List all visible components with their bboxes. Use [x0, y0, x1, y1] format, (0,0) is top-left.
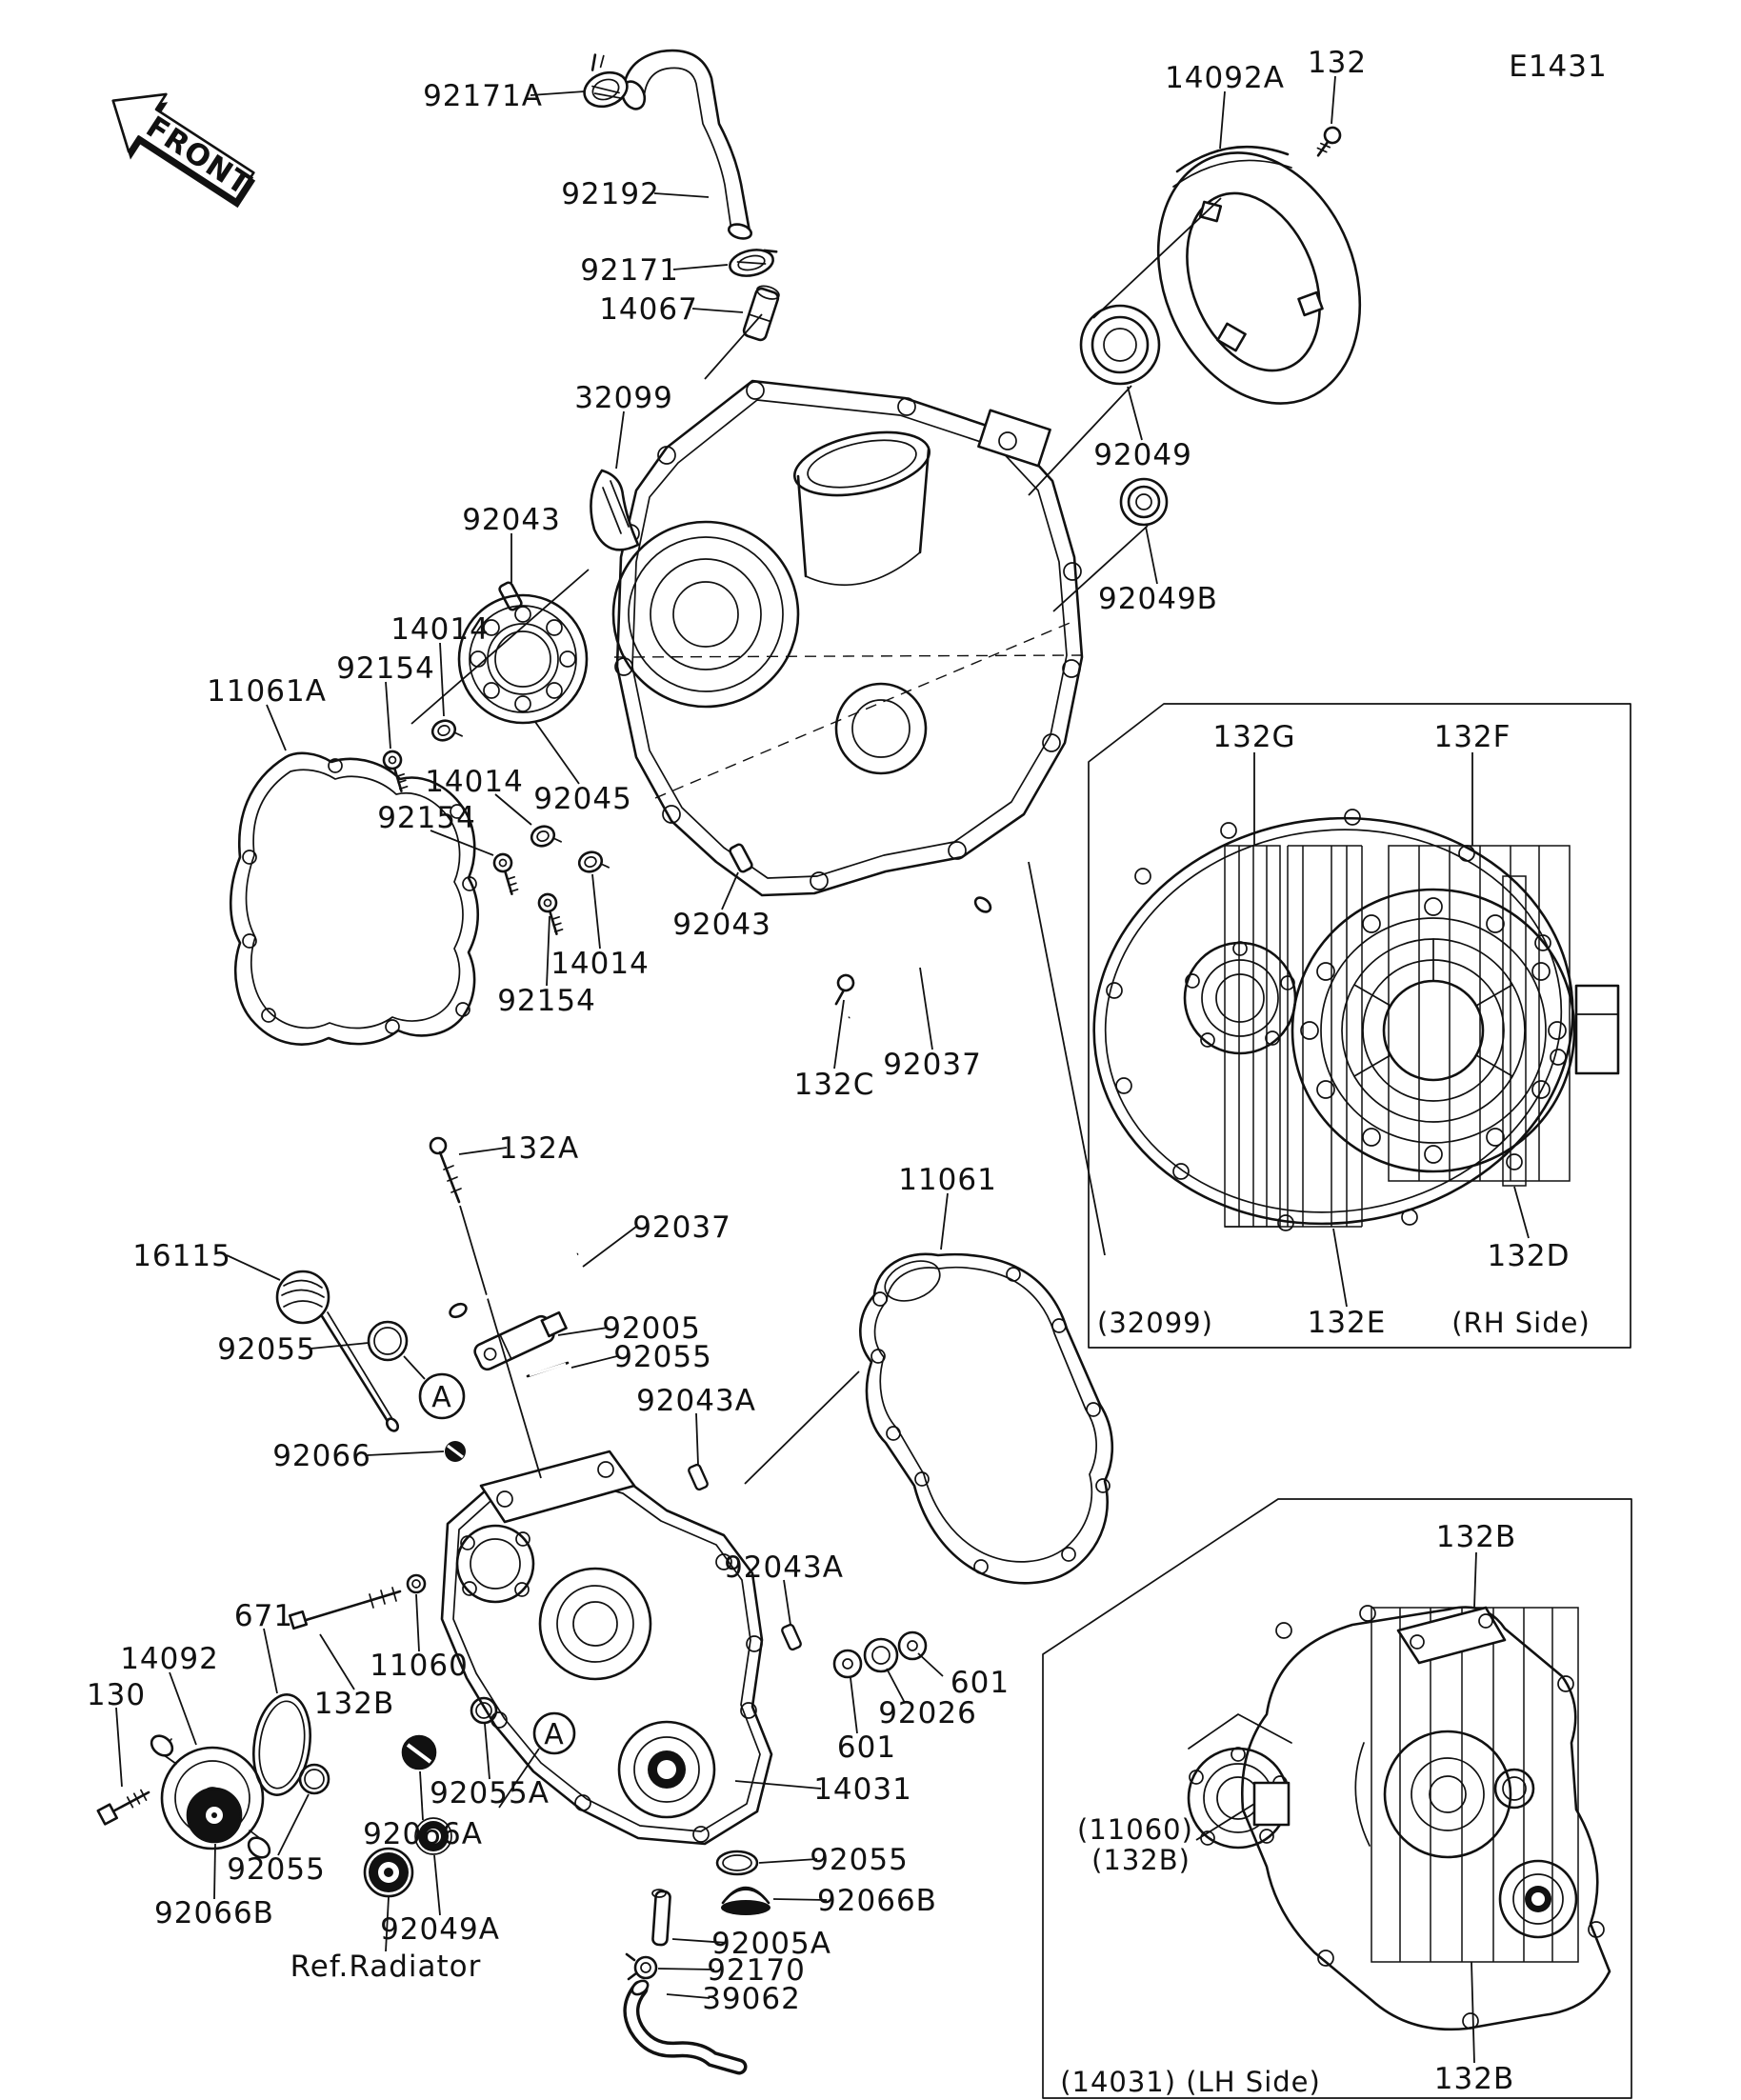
part-label-601-b: 601 — [836, 1730, 897, 1765]
svg-text:A: A — [431, 1381, 452, 1414]
rh-label-132D: 132D — [1487, 1239, 1571, 1273]
part-label-14014-a: 14014 — [390, 612, 490, 647]
front-label: FRONT — [139, 110, 258, 203]
clamp-92037-upper — [850, 895, 993, 1017]
cover-guard-14092A — [1122, 122, 1395, 433]
rh-label-132F: 132F — [1433, 720, 1511, 754]
part-label-92005A: 92005A — [711, 1927, 831, 1961]
part-label-39062: 39062 — [702, 1982, 801, 2016]
bolt-132A — [430, 1138, 541, 1478]
part-label-92154-a: 92154 — [336, 651, 435, 686]
part-label-132A: 132A — [498, 1131, 580, 1166]
part-label-92154-c: 92154 — [497, 984, 596, 1018]
lh-caption: (14031) (LH Side) — [1060, 2066, 1321, 2098]
part-label-92049: 92049 — [1093, 438, 1192, 472]
bearing-601-a — [834, 1650, 861, 1677]
plug-92066A — [403, 1736, 435, 1769]
rh-caption-side: (RH Side) — [1451, 1307, 1591, 1339]
part-label-92037-b: 92037 — [632, 1210, 731, 1245]
part-label-92005: 92005 — [602, 1311, 701, 1346]
part-label-92055-a: 92055 — [217, 1332, 316, 1367]
part-label-11061: 11061 — [898, 1163, 997, 1197]
part-label-92043-b: 92043 — [672, 908, 771, 942]
part-label-92171: 92171 — [580, 253, 679, 288]
part-label-601-a: 601 — [950, 1666, 1011, 1700]
rh-label-132E: 132E — [1307, 1306, 1387, 1340]
part-label-92026: 92026 — [878, 1696, 977, 1730]
radiator-grommet — [365, 1849, 412, 1896]
part-label-14014-c: 14014 — [550, 947, 650, 981]
part-label-92049B: 92049B — [1098, 582, 1218, 616]
part-label-132: 132 — [1307, 46, 1368, 80]
part-label-14014-b: 14014 — [425, 765, 524, 799]
lh-ref-132B: (132B) — [1091, 1844, 1191, 1876]
part-label-16115: 16115 — [132, 1239, 231, 1273]
part-label-92045: 92045 — [533, 782, 632, 816]
screw-132 — [1312, 125, 1344, 160]
part-label-92066: 92066 — [272, 1439, 371, 1473]
part-label-11061A: 11061A — [207, 674, 327, 709]
part-label-92055-c: 92055 — [227, 1852, 326, 1887]
lh-label-132B-bottom: 132B — [1433, 2062, 1515, 2096]
detail-marker-a1 — [404, 1356, 464, 1418]
lh-label-132B-top: 132B — [1435, 1520, 1517, 1554]
gasket-11061 — [860, 1253, 1111, 1583]
rh-caption-32099: (32099) — [1097, 1307, 1213, 1339]
rh-label-132G: 132G — [1212, 720, 1296, 754]
part-label-11060: 11060 — [370, 1649, 469, 1683]
sensor-92005 — [472, 1309, 569, 1372]
oil-seal-92049B — [1121, 479, 1167, 525]
part-label-92043-a: 92043 — [462, 503, 561, 537]
part-label-92066A: 92066A — [363, 1817, 483, 1851]
part-label-14092: 14092 — [120, 1642, 219, 1676]
part-label-92170: 92170 — [707, 1953, 806, 1988]
part-labels — [87, 46, 1608, 2098]
part-label-671: 671 — [233, 1599, 294, 1633]
part-label-92037-a: 92037 — [883, 1048, 982, 1082]
part-label-92154-b: 92154 — [377, 801, 476, 835]
lh-ref-11060: (11060) — [1077, 1813, 1193, 1846]
part-label-92066B-a: 92066B — [154, 1896, 274, 1930]
bolt-11060 — [290, 1575, 425, 1629]
page-code: E1431 — [1509, 50, 1608, 84]
part-label-130: 130 — [86, 1678, 147, 1712]
note-ref-radiator: Ref.Radiator — [290, 1950, 482, 1984]
part-label-92171A: 92171A — [423, 79, 543, 113]
part-label-92043A-a: 92043A — [636, 1384, 756, 1418]
part-label-32099: 32099 — [574, 381, 673, 415]
part-label-92192: 92192 — [561, 177, 660, 211]
bearing-601-b — [899, 1632, 926, 1659]
part-label-92055-b: 92055 — [613, 1340, 712, 1374]
part-label-92055A: 92055A — [430, 1776, 550, 1810]
part-label-132C: 132C — [793, 1068, 875, 1102]
part-label-132B-main: 132B — [313, 1687, 395, 1721]
oil-seal-92049 — [1081, 306, 1159, 384]
part-label-14031: 14031 — [813, 1772, 912, 1807]
cap-92066B-lower — [721, 1888, 770, 1915]
clamp-92037-lower — [448, 1254, 577, 1320]
clamp-92170 — [627, 1954, 656, 1979]
plug-92066 — [445, 1441, 466, 1462]
oring-92055A — [471, 1698, 496, 1723]
part-label-92049A: 92049A — [380, 1912, 500, 1947]
spacer-92026 — [865, 1639, 897, 1671]
part-label-14092A: 14092A — [1165, 61, 1285, 95]
svg-text:A: A — [544, 1718, 565, 1751]
lh-side-detail-box — [1043, 1499, 1631, 2098]
tube-92005A — [652, 1890, 670, 1945]
cap-92066B-left — [188, 1789, 241, 1842]
part-label-92066B-b: 92066B — [817, 1884, 937, 1918]
part-label-14067: 14067 — [599, 292, 698, 327]
front-direction-arrow — [91, 72, 269, 224]
bolt-130 — [98, 1786, 152, 1824]
part-label-92055-d: 92055 — [810, 1843, 909, 1877]
part-label-92043A-b: 92043A — [724, 1550, 844, 1585]
